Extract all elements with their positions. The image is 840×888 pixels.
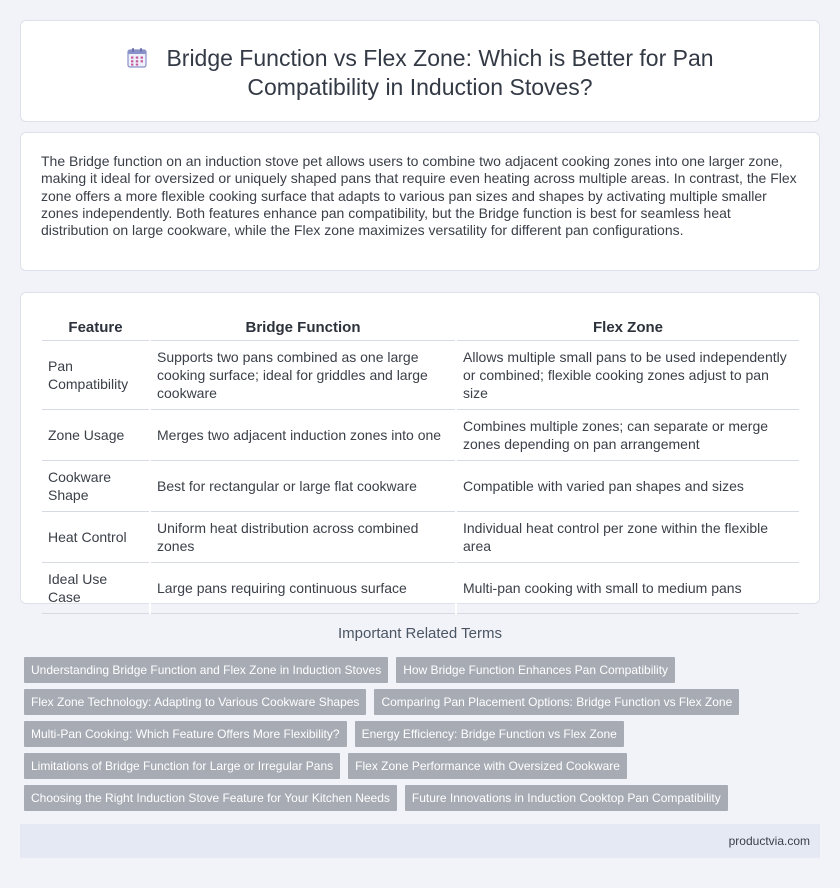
site-name-link[interactable]: productvia.com xyxy=(728,834,810,848)
table-row xyxy=(42,511,799,562)
table-cell: Cookware Shape xyxy=(42,460,150,511)
table-cell: Heat Control xyxy=(42,511,150,562)
tag-row xyxy=(24,785,824,811)
table-cell: Combines multiple zones; can separate or merge zones depending on pan arrangement xyxy=(456,409,799,460)
table-cell: Individual heat control per zone within the flexible area xyxy=(456,511,799,562)
table-cell: Best for rectangular or large flat cookware xyxy=(150,460,456,511)
intro-card xyxy=(20,132,820,271)
page-title-wrap xyxy=(21,44,819,102)
related-term-link[interactable]: How Bridge Function Enhances Pan Compatibility xyxy=(396,657,675,683)
tag-row xyxy=(24,689,824,715)
column-header-feature: Feature xyxy=(42,316,150,340)
column-header-flex: Flex Zone xyxy=(456,316,799,340)
related-term-link[interactable]: Flex Zone Performance with Oversized Cookware xyxy=(348,753,627,779)
page-title: Bridge Function vs Flex Zone: Which is Better for Pan Compatibility in Induction Stoves? xyxy=(166,45,714,100)
tag-row xyxy=(24,721,824,747)
table-cell: Large pans requiring continuous surface xyxy=(150,562,456,613)
related-terms-list xyxy=(24,657,824,817)
table-cell: Pan Compatibility xyxy=(42,340,150,409)
table-cell: Ideal Use Case xyxy=(42,562,150,613)
table-row xyxy=(42,409,799,460)
column-header-bridge: Bridge Function xyxy=(150,316,456,340)
table-cell: Uniform heat distribution across combined zones xyxy=(150,511,456,562)
table-header-row xyxy=(42,316,799,340)
table-cell: Zone Usage xyxy=(42,409,150,460)
calendar-icon xyxy=(126,47,148,69)
footer xyxy=(20,824,820,858)
tag-row xyxy=(24,657,824,683)
related-term-link[interactable]: Future Innovations in Induction Cooktop Pan Compatibility xyxy=(405,785,728,811)
title-card xyxy=(20,20,820,122)
comparison-table xyxy=(42,316,799,614)
related-term-link[interactable]: Flex Zone Technology: Adapting to Various Cookware Shapes xyxy=(24,689,366,715)
table-row xyxy=(42,460,799,511)
intro-paragraph: The Bridge function on an induction stove pet allows users to combine two adjacent cooking zones into one larger zone, making it ideal for oversized or uniquely shaped pans that require even heating across multiple areas. In contrast, the Flex zone offers a more flexible cooking surface that adapts to various pan sizes and shapes by activating multiple smaller zones independently. Both features enhance pan compatibility, but the Bridge function is best for seamless heat distribution on large cookware, while the Flex zone maximizes versatility for different pan configurations. xyxy=(41,153,797,239)
related-terms-heading: Important Related Terms xyxy=(338,625,502,642)
table-row xyxy=(42,562,799,613)
related-term-link[interactable]: Choosing the Right Induction Stove Feature for Your Kitchen Needs xyxy=(24,785,397,811)
related-term-link[interactable]: Comparing Pan Placement Options: Bridge Function vs Flex Zone xyxy=(374,689,739,715)
tag-row xyxy=(24,753,824,779)
table-cell: Multi-pan cooking with small to medium pans xyxy=(456,562,799,613)
table-cell: Supports two pans combined as one large cooking surface; ideal for griddles and large cookware xyxy=(150,340,456,409)
related-term-link[interactable]: Limitations of Bridge Function for Large or Irregular Pans xyxy=(24,753,340,779)
related-term-link[interactable]: Energy Efficiency: Bridge Function vs Flex Zone xyxy=(355,721,624,747)
table-cell: Merges two adjacent induction zones into one xyxy=(150,409,456,460)
related-term-link[interactable]: Understanding Bridge Function and Flex Zone in Induction Stoves xyxy=(24,657,388,683)
table-cell: Allows multiple small pans to be used independently or combined; flexible cooking zones adjust to pan size xyxy=(456,340,799,409)
table-row xyxy=(42,340,799,409)
comparison-card xyxy=(20,292,820,604)
related-term-link[interactable]: Multi-Pan Cooking: Which Feature Offers More Flexibility? xyxy=(24,721,347,747)
table-cell: Compatible with varied pan shapes and sizes xyxy=(456,460,799,511)
